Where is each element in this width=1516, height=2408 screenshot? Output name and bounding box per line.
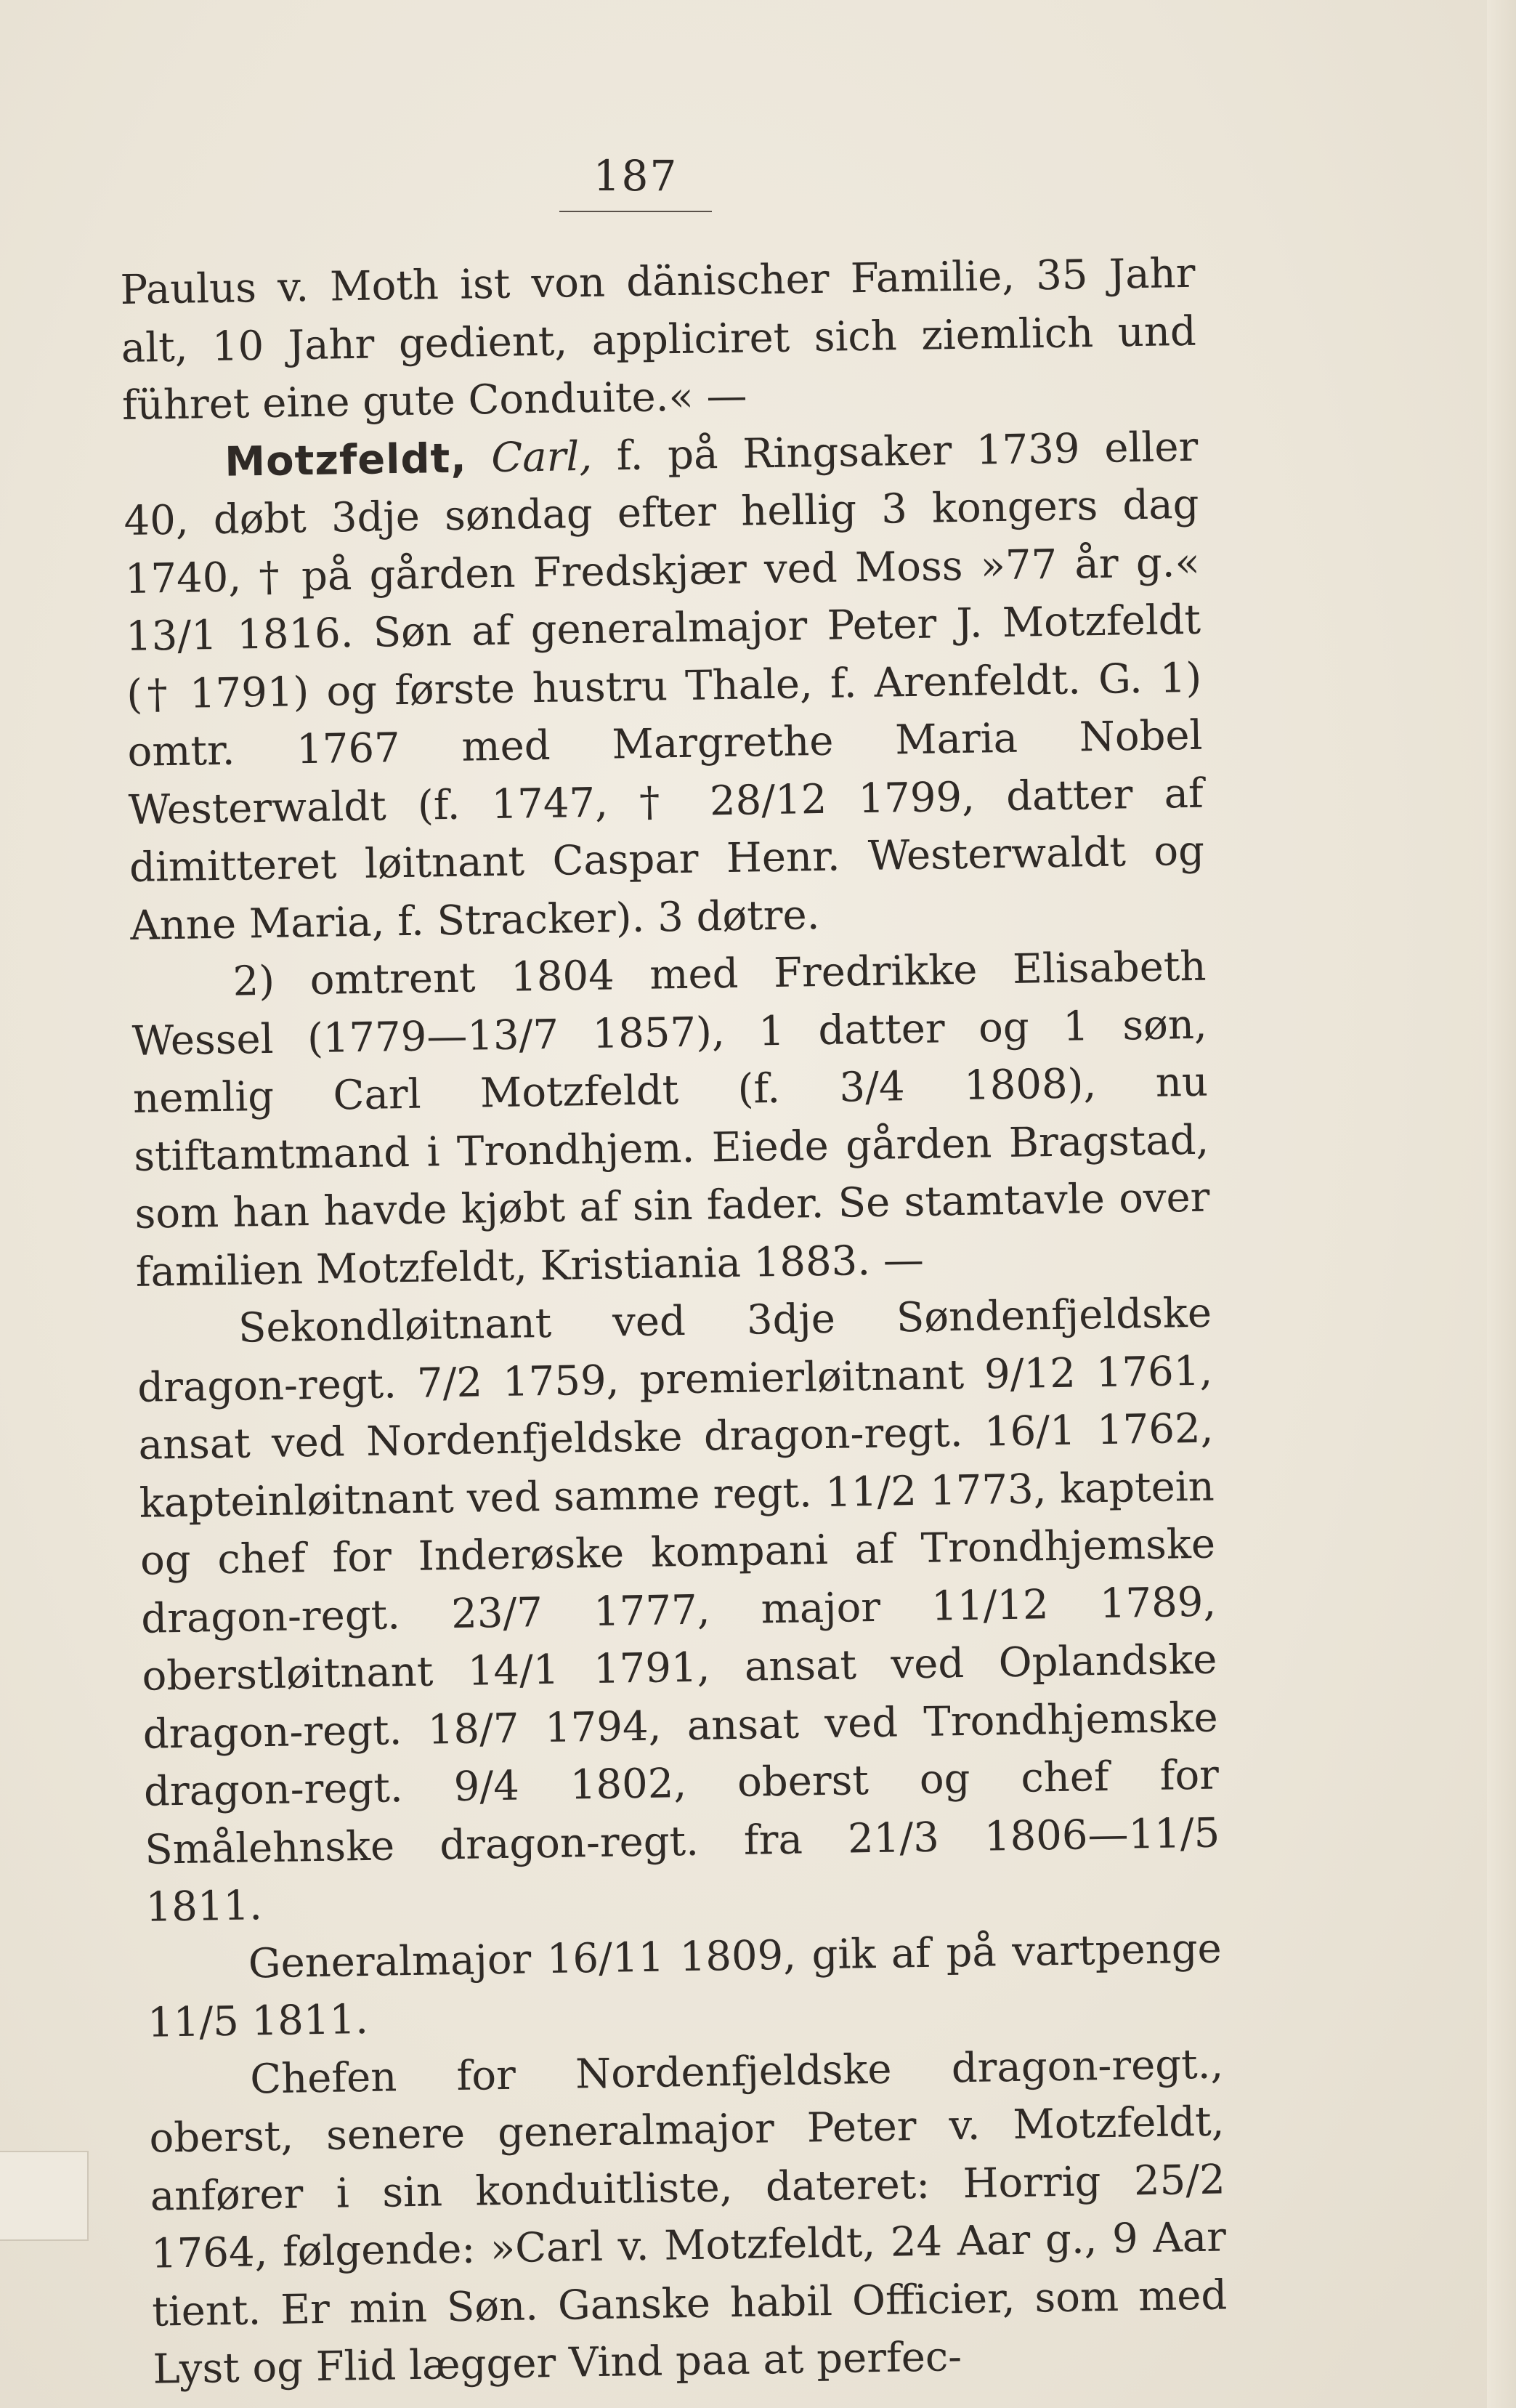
paragraph-second-marriage: 2) omtrent 1804 med Fredrikke Elisabeth Wessel (1779—13/7 1857), 1 datter og 1 søn, nemlig Carl Motzfeldt (f. 3/4 1808), nu stiftamtmand i Trondhjem. Eiede gården Bragstad, som han havde kjøbt af sin fader. Se stamtavle over familien Motzfeldt, Kristiania 1883. —	[131, 942, 1210, 1296]
body-text	[120, 245, 1228, 2399]
entry-heading-given-name: Carl,	[490, 432, 593, 482]
paragraph-military-career: Sekondløitnant ved 3dje Søndenfjeldske dragon-regt. 7/2 1759, premierløitnant 9/12 1761, ansat ved Nordenfjeldske dragon-regt. 16/1 1762, kapteinløitnant ved samme regt. 11/2 1773, kaptein og chef for Inderøske kompani af Trondhjemske dragon-regt. 23/7 1777, major 11/12 1789, oberstløitnant 14/1 1791, ansat ved Oplandske dragon-regt. 18/7 1794, ansat ved Trondhjemske dragon-regt. 9/4 1802, oberst og chef for Smålehnske dragon-regt. fra 21/3 1806—11/5 1811.	[137, 1289, 1220, 1931]
page-number: 187	[559, 151, 712, 212]
paragraph-paulus-moth: Paulus v. Moth ist von dänischer Familie, 35 Jahr alt, 10 Jahr gedient, appliciret sich ziemlich und führet eine gute Conduite.« —	[120, 249, 1197, 429]
paragraph-conduct-list: Chefen for Nordenfjeldske dragon-regt., oberst, senere generalmajor Peter v. Motzfeldt, anfører i sin konduitliste, dateret: Horrig 25/2 1764, følgende: »Carl v. Motzfeldt, 24 Aar g., 9 Aar tient. Er min Søn. Ganske habil Officier, som med Lyst og Flid lægger Vind paa at perfec-	[149, 2040, 1228, 2393]
paragraph-generalmajor: Generalmajor 16/11 1809, gik af på vartpenge 11/5 1811.	[147, 1924, 1223, 2047]
margin-mark	[0, 2151, 89, 2241]
paragraph-motzfeldt-entry	[123, 418, 1206, 955]
page-edge-shadow	[1487, 0, 1516, 2408]
entry-biography-text: f. på Ringsaker 1739 eller 40, døbt 3dje søndag efter hellig 3 kongers dag 1740, † på gården Fredskjær ved Moss »77 år g.« 13/1 1816. Søn af generalmajor Peter J. Motzfeldt († 1791) og første hustru Thale, f. Arenfeldt. G. 1) omtr. 1767 med Margrethe Maria Nobel Westerwaldt (f. 1747, † 28/12 1799, datter af dimitteret løitnant Caspar Henr. Westerwaldt og Anne Maria, f. Stracker). 3 døtre.	[123, 423, 1205, 950]
entry-heading-surname: Motzfeldt,	[224, 435, 468, 486]
